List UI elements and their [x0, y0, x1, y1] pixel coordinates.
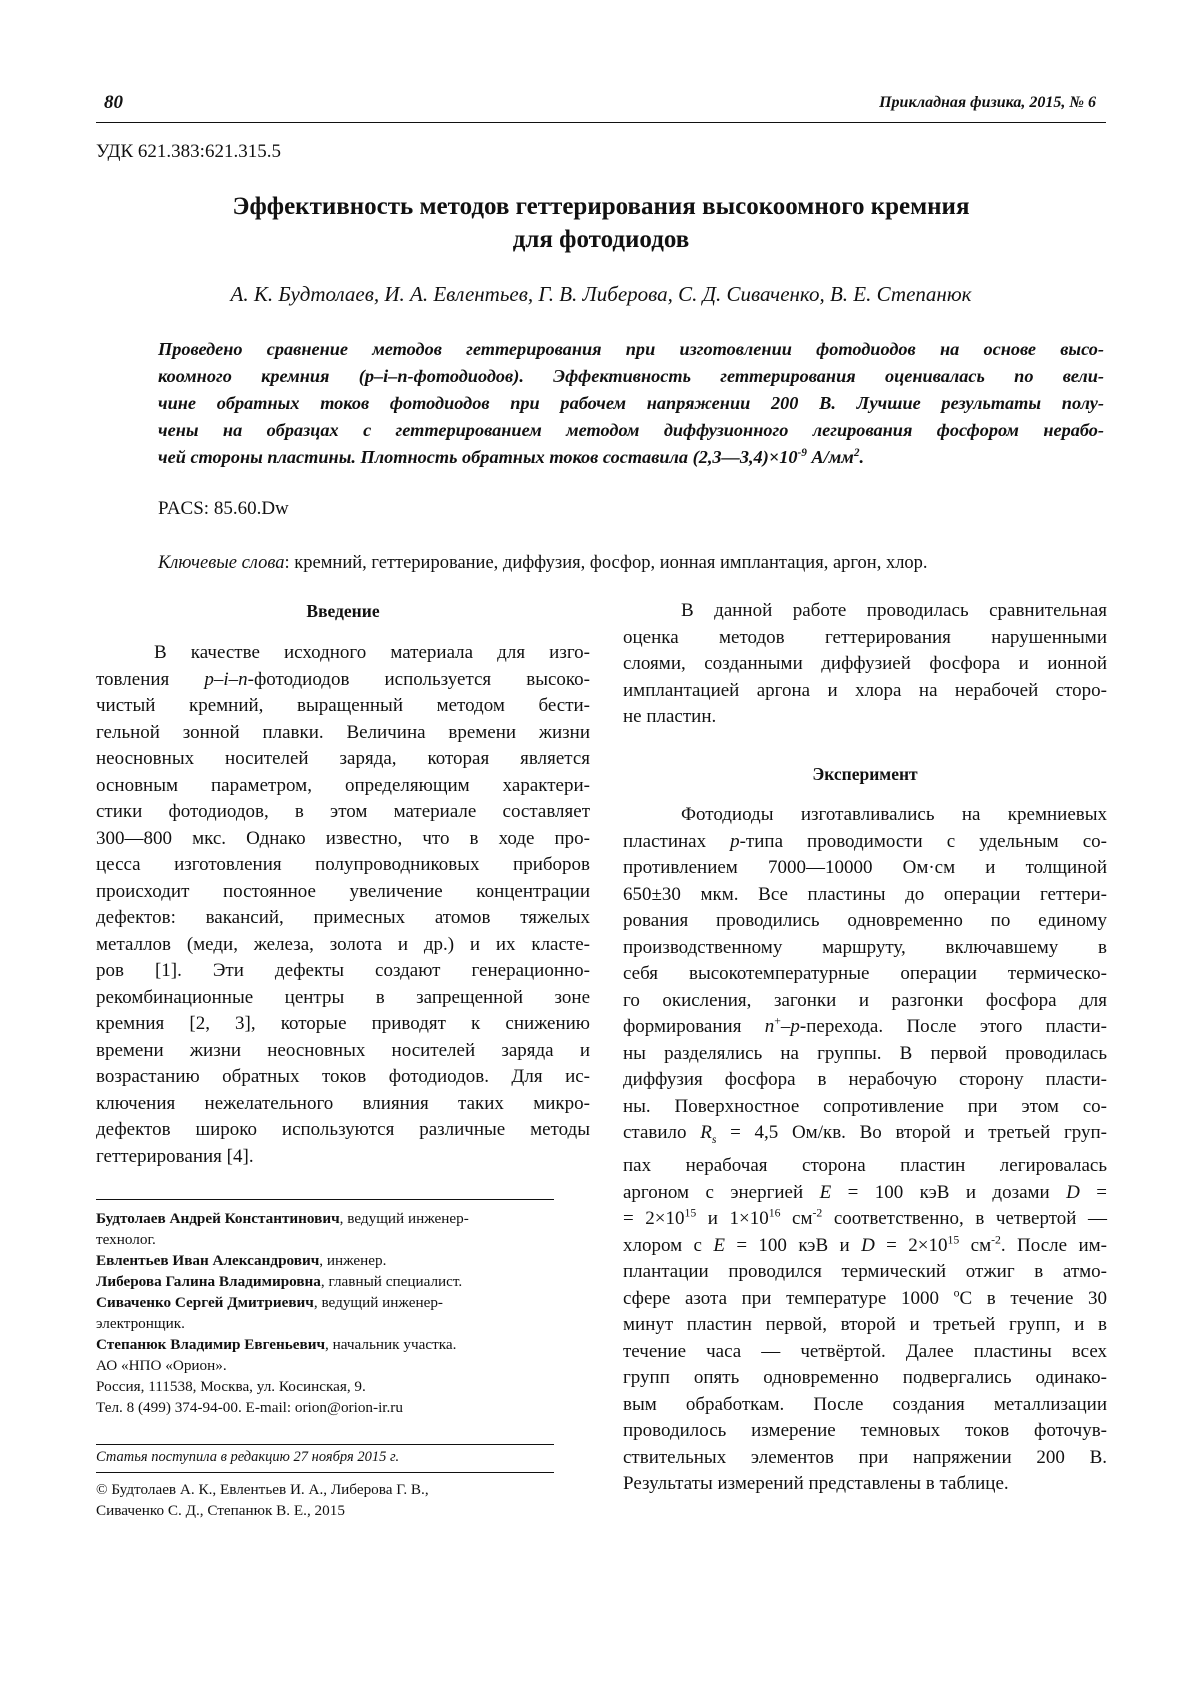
contacts: Тел. 8 (499) 374-94-00. E-mail: orion@orion-ir.ru	[96, 1399, 403, 1416]
author-name: Евлентьев Иван Александрович	[96, 1252, 320, 1269]
page-number: 80	[104, 92, 123, 113]
footnote-divider	[96, 1199, 554, 1200]
experiment-heading: Эксперимент	[812, 764, 918, 784]
body-line: не пластин.	[623, 706, 717, 727]
body-line: стики фотодиодов, в этом материале составляет	[96, 801, 590, 822]
body-line: проводилось измерение темновых токов фоточув-	[623, 1420, 1107, 1442]
intro-body	[96, 640, 590, 1170]
body-line: хлором с E = 100 кэВ и $D = 2\times 10^{15}$ $см^{-2}$. После им-	[623, 1233, 1107, 1256]
body-line: рования проводились одновременно по единому	[623, 910, 1107, 931]
copyright-line: Сиваченко С. Д., Степанюк В. Е., 2015	[96, 1502, 345, 1519]
body-line: В данной работе проводилась сравнительная	[681, 600, 1107, 621]
body-line: Результаты измерений представлены в таблице.	[623, 1473, 1009, 1495]
body-line: рекомбинационные центры в запрещенной зоне	[96, 986, 590, 1008]
abstract-line: коомного кремния (p–i–n-фотодиодов). Эффективность геттерирования оценивалась по вели-	[158, 366, 1104, 386]
body-line: слоями, созданными диффузией фосфора и ионной	[623, 653, 1107, 674]
body-line: возрастанию обратных токов фотодиодов. Для ис-	[96, 1066, 590, 1087]
keywords-label: Ключевые слова	[158, 553, 285, 573]
body-line: го окисления, загонки и разгонки фосфора для	[623, 989, 1107, 1011]
authors: А. К. Будтолаев, И. А. Евлентьев, Г. В. Либерова, С. Д. Сиваченко, В. Е. Степанюк	[230, 282, 972, 306]
body-line: вым обработкам. После создания металлизации	[623, 1393, 1107, 1415]
body-line: дефектов широко используются различные методы	[96, 1119, 590, 1140]
address: Россия, 111538, Москва, ул. Косинская, 9.	[96, 1378, 366, 1395]
organization: АО «НПО «Орион».	[96, 1357, 227, 1374]
received-divider	[96, 1444, 554, 1445]
copyright	[96, 1479, 566, 1521]
body-line: оценка методов геттерирования нарушенными	[623, 626, 1107, 648]
body-line: = $2\times 10^{15}$ и $1\times 10^{16}$ $см^{-2}$ соответственно, в четвертой —	[623, 1206, 1107, 1230]
abstract	[158, 336, 1104, 471]
body-line: ставило $R_s = 4,5$ Ом/кв. Во второй и третьей груп-	[623, 1122, 1107, 1146]
experiment-body	[623, 802, 1107, 1498]
article-title	[96, 190, 1106, 256]
abstract-end: .	[859, 447, 865, 467]
abstract-line: чине обратных токов фотодиодов при рабочем напряжении 200 В. Лучшие результаты полу-	[158, 393, 1104, 413]
right-intro-body	[623, 598, 1107, 731]
body-line: цесса изготовления полупроводниковых приборов	[96, 854, 590, 875]
body-line: имплантацией аргона и хлора на нерабочей сторо-	[623, 679, 1107, 701]
abstract-exponent: -9	[797, 446, 807, 459]
body-line: противлением 7000—10000 Ом·см и толщиной	[623, 857, 1107, 878]
header-divider	[96, 122, 1106, 123]
author-line: электронщик.	[96, 1315, 185, 1332]
udc-code: УДК 621.383:621.315.5	[96, 141, 281, 162]
author-line	[96, 1208, 566, 1229]
body-line: ров [1]. Эти дефекты создают генерационно-	[96, 960, 590, 981]
author-line	[96, 1250, 566, 1271]
abstract-unit: А/мм	[806, 447, 854, 467]
body-line: диффузия фосфора в нерабочую сторону пласти-	[623, 1069, 1107, 1090]
body-line: групп опять одновременно подвергались одинако-	[623, 1367, 1107, 1389]
body-line: товления p–i–n-фотодиодов используется высоко-	[96, 668, 591, 690]
body-line: ны. Поверхностное сопротивление при этом со-	[623, 1095, 1107, 1117]
body-line: минут пластин первой, второй и третьей групп, и в	[623, 1314, 1107, 1336]
body-line: дефектов: вакансий, примесных атомов тяжелых	[96, 907, 590, 928]
body-line: ключения нежелательного влияния таких микро-	[96, 1092, 590, 1114]
abstract-line	[158, 444, 1104, 471]
body-line: происходит постоянное увеличение концентрации	[96, 880, 590, 902]
pacs-code: PACS: 85.60.Dw	[158, 498, 289, 519]
abstract-text: чей стороны пластины. Плотность обратных токов составила (2,3—3,4)×10	[158, 447, 798, 467]
author-role: , инженер.	[319, 1252, 387, 1269]
copyright-divider	[96, 1472, 554, 1473]
body-line: Фотодиоды изготавливались на кремниевых	[681, 804, 1107, 825]
abstract-unit-exponent: 2	[853, 446, 860, 459]
body-line: производственному маршруту, включавшему в	[623, 936, 1107, 958]
body-line: неосновных носителей заряда, которая является	[96, 748, 590, 769]
author-role: , начальник участка.	[325, 1336, 457, 1353]
title-line: для фотодиодов	[512, 226, 690, 253]
body-line: времени жизни неосновных носителей заряда и	[96, 1039, 590, 1061]
body-line: плантации проводился термический отжиг в атмо-	[623, 1261, 1107, 1283]
abstract-line: Проведено сравнение методов геттерирования при изготовлении фотодиодов на основе высо-	[158, 339, 1104, 359]
body-line: ны разделялись на группы. В первой проводилась	[623, 1042, 1107, 1064]
author-name: Сиваченко Сергей Дмитриевич	[96, 1294, 314, 1311]
author-role: , ведущий инженер-	[313, 1294, 443, 1311]
body-line: чистый кремний, выращенный методом бести-	[96, 695, 590, 716]
body-line: 650±30 мкм. Все пластины до операции геттери-	[623, 883, 1107, 905]
body-line: формирования n+–p-перехода. После этого пласти-	[623, 1014, 1107, 1037]
body-line: аргоном с энергией E = 100 кэВ и дозами D =	[623, 1181, 1107, 1203]
body-line: течение часа — четвёртой. Далее пластины всех	[623, 1340, 1107, 1362]
author-role: , ведущий инженер-	[339, 1210, 469, 1227]
body-line: пластинах p-типа проводимости с удельным со-	[623, 830, 1107, 852]
author-info	[96, 1208, 566, 1418]
body-line: себя высокотемпературные операции термическо-	[623, 963, 1107, 984]
author-name: Степанюк Владимир Евгеньевич	[96, 1336, 326, 1353]
author-line	[96, 1334, 566, 1355]
body-line: основным параметром, определяющим характери-	[96, 774, 590, 796]
body-line: 300—800 мкс. Однако известно, что в ходе про-	[96, 827, 590, 849]
copyright-line: © Будтолаев А. К., Евлентьев И. А., Либерова Г. В.,	[96, 1481, 429, 1498]
body-line: металлов (меди, железа, золота и др.) и их класте-	[96, 933, 590, 955]
keywords-text: : кремний, геттерирование, диффузия, фосфор, ионная имплантация, аргон, хлор.	[284, 553, 928, 573]
body-line: геттерирования [4].	[96, 1145, 254, 1167]
title-line: Эффективность методов геттерирования высокоомного кремния	[232, 193, 970, 220]
body-line: кремния [2, 3], которые приводят к снижению	[96, 1013, 590, 1034]
author-role: , главный специалист.	[320, 1273, 463, 1290]
body-line: пах нерабочая сторона пластин легировалась	[623, 1155, 1107, 1177]
intro-heading: Введение	[306, 601, 380, 621]
abstract-line: чены на образцах с геттерированием методом диффузионного легирования фосфором нерабо-	[158, 420, 1104, 440]
body-line: В качестве исходного материала для изго-	[154, 642, 590, 663]
keywords	[158, 553, 928, 574]
body-line: сфере азота при температуре 1000 $^o$C в течение 30	[623, 1286, 1107, 1309]
body-line: ствительных элементов при напряжении 200 В.	[623, 1446, 1107, 1468]
journal-header: Прикладная физика, 2015, № 6	[879, 94, 1096, 111]
received-date: Статья поступила в редакцию 27 ноября 2015 г.	[96, 1449, 400, 1465]
author-line	[96, 1292, 566, 1313]
author-name: Либерова Галина Владимировна	[96, 1273, 321, 1290]
author-name: Будтолаев Андрей Константинович	[96, 1210, 340, 1227]
author-line: технолог.	[96, 1231, 156, 1248]
author-line	[96, 1271, 566, 1292]
body-line: гельной зонной плавки. Величина времени жизни	[96, 721, 590, 743]
